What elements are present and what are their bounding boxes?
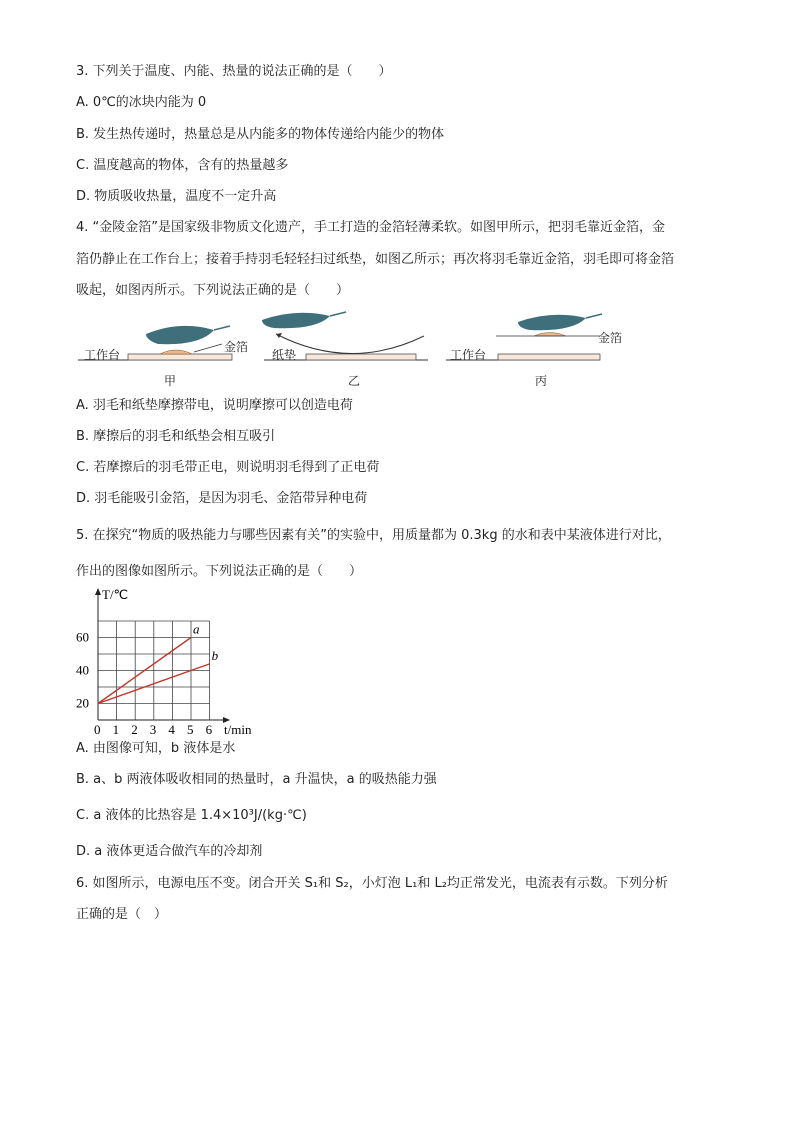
yi-pad-label: 纸垫 [272, 348, 297, 362]
x-tick-label: 4 [168, 722, 175, 736]
q6-stem-line-1: 6. 如图所示，电源电压不变。闭合开关 S₁和 S₂，小灯泡 L₁和 L₂均正常发光，电流表有示数。下列分析 [76, 876, 668, 891]
q3-option-c: C. 温度越高的物体，含有的热量越多 [76, 158, 289, 173]
q4-option-c: C. 若摩擦后的羽毛带正电，则说明羽毛得到了正电荷 [76, 460, 380, 475]
feather-icon [518, 315, 586, 330]
series-label-a: a [193, 621, 200, 637]
y-tick-label: 40 [76, 662, 89, 678]
x-tick-label: 1 [112, 722, 120, 736]
y-axis-arrow-icon [95, 588, 101, 595]
q4-option-d: D. 羽毛能吸引金箔，是因为羽毛、金箔带异种电荷 [76, 491, 368, 506]
bing-foil-label: 金箔 [598, 331, 623, 345]
jia-foil-label: 金箔 [224, 340, 249, 354]
x-tick-label: 5 [187, 722, 194, 736]
sweep-arrow-icon [276, 334, 424, 354]
q5-option-c: C. a 液体的比热容是 1.4×10³J/(kg·℃) [76, 808, 307, 823]
x-axis-label: t/min [224, 722, 252, 736]
q5-stem-line-1: 5. 在探究“物质的吸热能力与哪些因素有关”的实验中，用质量都为 0.3kg 的水和表中某液体进行对比， [76, 528, 671, 543]
q4-stem-line-2: 箔仍静止在工作台上；接着手持羽毛轻轻扫过纸垫，如图乙所示；再次将羽毛靠近金箔，羽毛即可将金箔 [76, 252, 675, 267]
q4-stem-line-1: 4. “金陵金箔”是国家级非物质文化遗产，手工打造的金箔轻薄柔软。如图甲所示，把羽毛靠近金箔，金 [76, 220, 666, 235]
yi-caption: 乙 [348, 374, 361, 388]
q5-stem-line-2: 作出的图像如图所示。下列说法正确的是（ ） [76, 564, 363, 579]
bing-workbench-label: 工作台 [450, 348, 487, 362]
q5-option-b: B. a、b 两液体吸收相同的热量时，a 升温快，a 的吸热能力强 [76, 772, 437, 787]
q5-option-a: A. 由图像可知，b 液体是水 [76, 741, 236, 756]
q4-stem-line-3: 吸起，如图丙所示。下列说法正确的是（ ） [76, 283, 350, 298]
x-tick-label: 6 [205, 722, 213, 736]
bing-caption: 丙 [535, 374, 548, 388]
q3-option-b: B. 发生热传递时，热量总是从内能多的物体传递给内能少的物体 [76, 127, 445, 142]
q5-option-d: D. a 液体更适合做汽车的冷却剂 [76, 844, 263, 859]
q6-stem-line-2: 正确的是（ ） [76, 907, 168, 922]
jia-caption: 甲 [164, 374, 177, 388]
x-tick-label: 2 [131, 722, 138, 736]
q4-option-b: B. 摩擦后的羽毛和纸垫会相互吸引 [76, 429, 276, 444]
x-tick-label: 0 [94, 722, 101, 736]
q3-option-d: D. 物质吸收热量，温度不一定升高 [76, 189, 277, 204]
x-tick-label: 3 [149, 722, 157, 736]
q3-option-a: A. 0℃的冰块内能为 0 [76, 95, 207, 110]
y-tick-label: 60 [76, 629, 89, 645]
q4-option-a: A. 羽毛和纸垫摩擦带电，说明摩擦可以创造电荷 [76, 398, 353, 413]
y-tick-label: 20 [76, 695, 89, 711]
q3-stem: 3. 下列关于温度、内能、热量的说法正确的是（ ） [76, 64, 392, 79]
feather-icon [262, 313, 330, 328]
chart-series [98, 622, 219, 704]
temperature-time-chart [76, 586, 296, 736]
y-axis-label: T/℃ [102, 587, 129, 602]
feather-icon [146, 326, 214, 344]
jia-workbench-label: 工作台 [84, 348, 121, 362]
series-label-b: b [211, 647, 219, 663]
